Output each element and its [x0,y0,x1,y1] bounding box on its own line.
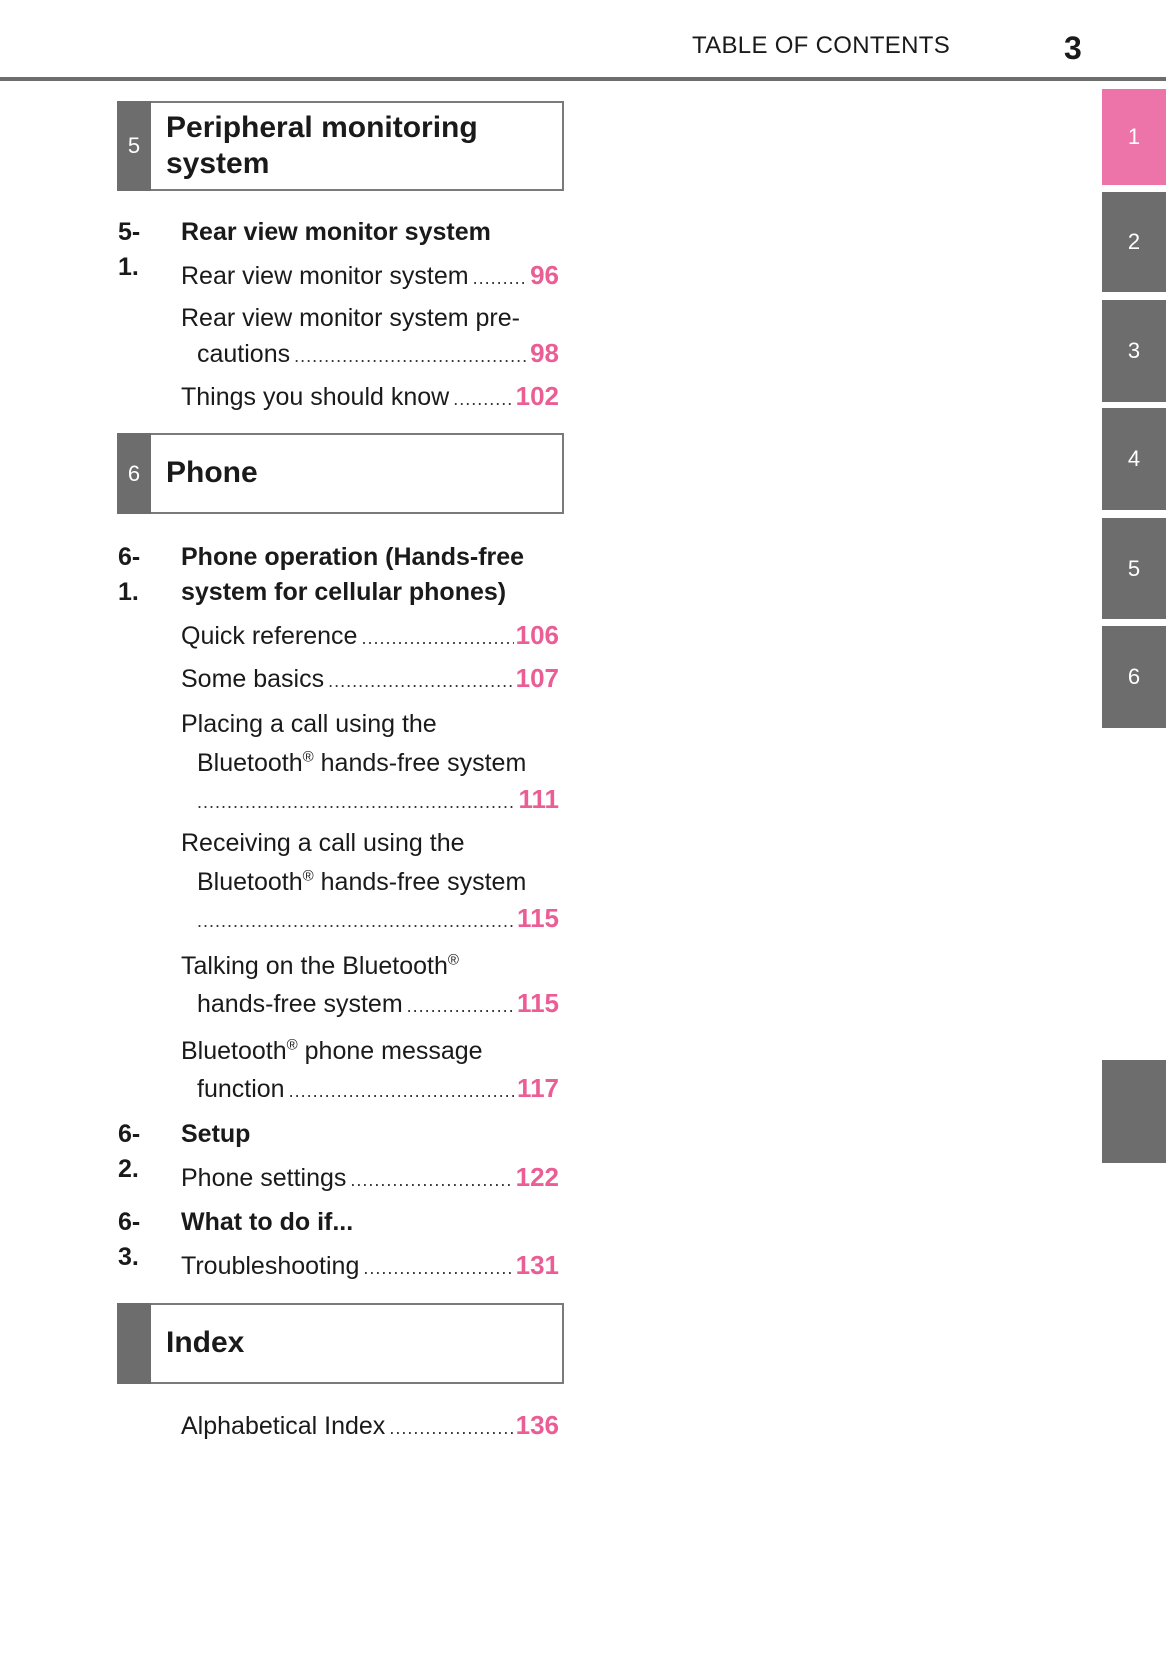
section-header-5[interactable] [117,101,564,191]
page-number: 3 [1064,30,1082,66]
page-link[interactable]: 136 [515,1410,559,1440]
page-link[interactable]: 111 [518,784,559,814]
page-link[interactable]: 117 [517,1073,559,1103]
chapter-title: What to do if... [181,1208,354,1236]
page-link[interactable]: 98 [530,338,559,368]
section-title: Peripheral monitoring system [166,111,478,180]
chapter-number: 6-2. [118,1120,141,1183]
toc-entry-rear-view-monitor-system[interactable]: Rear view monitor system ..... 96 [181,258,559,296]
toc-entry-phone-message-function[interactable]: Bluetooth® phone message function ..... 117 [181,1033,559,1110]
section-title: Index [166,1326,245,1359]
chapter-number: 6-3. [118,1208,141,1271]
page-link[interactable]: 106 [515,620,559,650]
page-link[interactable]: 115 [517,988,559,1018]
toc-entry-troubleshooting[interactable]: Troubleshooting ..... 131 [181,1248,559,1286]
header-divider [0,77,1166,81]
toc-entry-quick-reference[interactable]: Quick reference ..... 106 [181,618,559,656]
toc-entry-talking-on-bluetooth[interactable]: Talking on the Bluetooth® hands-free system ..... 115 [181,948,559,1025]
page-link[interactable]: 96 [530,260,559,290]
chapter-title: Phone operation (Hands-free system for cellular phones) [181,543,525,606]
chapter-title: Rear view monitor system [181,218,491,246]
toc-entry-alphabetical-index[interactable]: Alphabetical Index ..... 136 [181,1408,559,1446]
page-link[interactable]: 122 [515,1162,559,1192]
section-number-badge [117,1303,151,1384]
side-tab-5[interactable]: 5 [1102,518,1166,619]
toc-entry-receiving-a-call[interactable]: Receiving a call using the Bluetooth® hands-free system ..... 115 [181,824,559,937]
section-title: Phone [166,456,258,489]
toc-entry-rear-view-monitor-precautions[interactable]: Rear view monitor system pre- cautions ..... 98 [181,301,559,374]
running-header-title: TABLE OF CONTENTS [692,32,951,59]
page-link[interactable]: 131 [515,1250,559,1280]
toc-entry-placing-a-call[interactable]: Placing a call using the Bluetooth® hands-free system ..... 111 [181,705,559,818]
toc-entry-some-basics[interactable]: Some basics ..... 107 [181,661,559,699]
side-tab-6[interactable]: 6 [1102,626,1166,728]
section-number-badge: 5 [117,101,151,191]
toc-entry-things-you-should-know[interactable]: Things you should know ..... 102 [181,379,559,417]
page-link[interactable]: 115 [517,903,559,933]
chapter-number: 5-1. [118,218,141,281]
chapter-title: Setup [181,1120,251,1148]
side-tab-4[interactable]: 4 [1102,408,1166,510]
page-link[interactable]: 107 [515,663,559,693]
section-header-6[interactable] [117,433,564,514]
side-tab-2[interactable]: 2 [1102,192,1166,292]
side-tab-1[interactable]: 1 [1102,89,1166,185]
page-link[interactable]: 102 [515,381,559,411]
side-tab-index[interactable] [1102,1060,1166,1163]
section-number-badge: 6 [117,433,151,514]
toc-entry-phone-settings[interactable]: Phone settings ..... 122 [181,1160,559,1198]
section-header-index[interactable] [117,1303,564,1384]
side-tab-3[interactable]: 3 [1102,300,1166,402]
chapter-number: 6-1. [118,543,141,606]
